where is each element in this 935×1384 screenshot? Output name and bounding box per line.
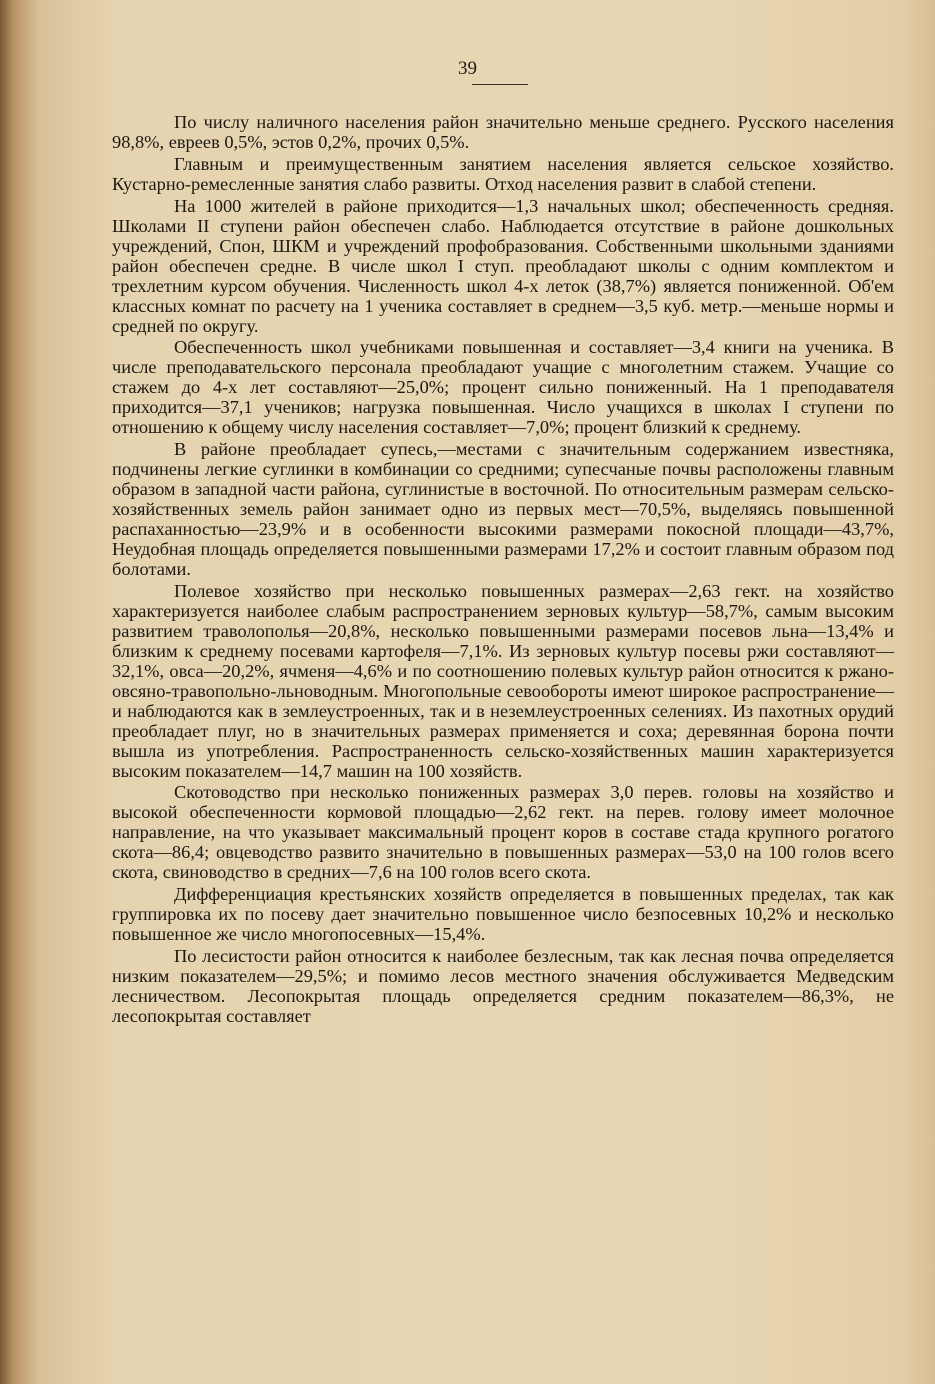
body-text	[112, 113, 894, 1027]
paragraph-schools: На 1000 жителей в районе приходится—1,3 начальных школ; обеспеченность средняя. Школами II ступени район обеспечен слабо. Наблюдается отсутствие в районе дошкольных учреждений, Спон, ШКМ и учреждений профобразования. Собственными школьными зданиями район обеспечен средне. В числе школ I ступ. преобладают школы с одним комплектом и трехлетним курсом обучения. Численность школ 4-х леток (38,7%) является пониженной. Об'ем классных комнат по расчету на 1 ученика составляет в среднем—3,5 куб. метр.—меньше нормы и средней по округу.	[112, 195, 894, 336]
page-number-rule	[472, 84, 528, 85]
paragraph-livestock: Скотоводство при несколько пониженных размерах 3,0 перев. головы на хозяйство и высокой обеспеченности кормовой площадью—2,62 гект. на перев. голову имеет молочное направление, на что указывает максимальный процент коров в составе стада крупного рогатого скота—86,4; овцеводство развито значительно в повышенных размерах—53,0 на 100 голов всего скота, свиноводство в средних—7,6 на 100 голов всего скота.	[112, 782, 894, 883]
paragraph-soils: В районе преобладает супесь,—местами с значительным содержанием известняка, подчинены легкие суглинки в комбинации со средними; супесчаные почвы расположены главным образом в западной части района, суглинистые в восточной. По относительным размерам сельско-хозяйственных земель район занимает одно из первых мест—70,5%, выделяясь повышенной распаханностью—23,9% и в особенности высокими размерами покосной площади—43,7%, Неудобная площадь определяется повышенными размерами 17,2% и состоит главным образом под болотами.	[112, 439, 894, 579]
paragraph-forests: По лесистости район относится к наиболее безлесным, так как лесная почва определяется низким показателем—29,5%; и помимо лесов местного значения обслуживается Медведским лесничеством. Лесопокрытая площадь определяется средним показателем—86,3%, не лесопокрытая составляет	[112, 946, 894, 1026]
paragraph-differentiation: Дифференциация крестьянских хозяйств определяется в повышенных пределах, так как группировка их по посеву дает значительно повышенное число безпосевных 10,2% и несколько повышенное же число многопосевных—15,4%.	[112, 884, 894, 945]
paragraph-occupation: Главным и преимущественным занятием населения является сельское хозяйство. Кустарно-ремесленные занятия слабо развиты. Отход населения развит в слабой степени.	[112, 153, 894, 194]
paragraph-field-farming: Полевое хозяйство при несколько повышенных размерах—2,63 гект. на хозяйство характеризуется наиболее слабым распространением зерновых культур—58,7%, самым высоким развитием траволополья—20,8%, несколько повышенными размерами посевов льна—13,4% и близким к среднему посевами картофеля—7,1%. Из зерновых культур посевы ржи составляют—32,1%, овса—20,2%, ячменя—4,6% и по соотношению полевых культур район относится к ржано-овсяно-травопольно-льноводным. Многопольные севообороты имеют широкое распространение—и наблюдаются как в землеустроенных, так и в неземлеустроенных селениях. Из пахотных орудий преобладает плуг, но в значительных размерах применяется и соха; деревянная борона почти вышла из употребления. Распространенность сельско-хозяйственных машин характеризуется высоким показателем—14,7 машин на 100 хозяйств.	[112, 580, 894, 781]
paragraph-school-supply: Обеспеченность школ учебниками повышенная и составляет—3,4 книги на ученика. В числе преподавательского персонала преобладают учащие с многолетним стажем. Учащие со стажем до 4-х лет составляют—25,0%; процент сильно пониженный. На 1 преподавателя приходится—37,1 учеников; нагрузка повышенная. Число учащихся в школах I ступени по отношению к общему числу населения составляет—7,0%; процент близкий к среднему.	[112, 337, 894, 438]
paragraph-population: По числу наличного населения район значительно меньше среднего. Русского населения 98,8%, евреев 0,5%, эстов 0,2%, прочих 0,5%.	[112, 112, 894, 152]
page-number: 39	[458, 58, 477, 79]
